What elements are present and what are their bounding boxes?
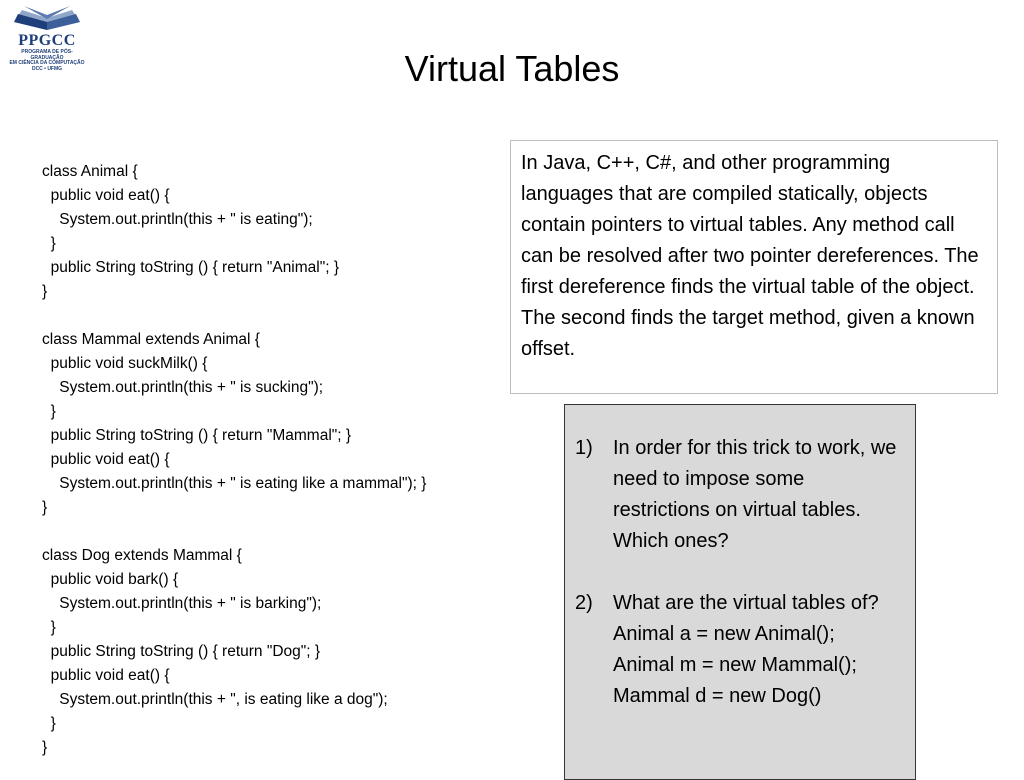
code-line: } bbox=[42, 499, 48, 516]
code-line: class Animal { bbox=[42, 163, 138, 180]
code-line bbox=[42, 520, 502, 544]
slide-title: Virtual Tables bbox=[404, 48, 620, 89]
code-line: public void suckMilk() { bbox=[42, 355, 208, 372]
question-line: Animal m = new Mammal(); bbox=[613, 654, 857, 676]
code-line: public void eat() { bbox=[42, 667, 170, 684]
code-line: } bbox=[42, 283, 48, 300]
questions-box bbox=[564, 404, 916, 780]
question-line: What are the virtual tables of? bbox=[613, 592, 879, 614]
code-line: class Dog extends Mammal { bbox=[42, 547, 242, 564]
code-line: System.out.println(this + " is sucking"); bbox=[42, 379, 324, 396]
code-line: System.out.println(this + " is barking"); bbox=[42, 595, 322, 612]
code-line: System.out.println(this + " is eating"); bbox=[42, 211, 313, 228]
code-line: } bbox=[42, 739, 48, 756]
question-number: 1) bbox=[575, 437, 593, 459]
explanation-note: In Java, C++, C#, and other programming languages that are compiled statically, objects contain pointers to virtual tables. Any method call can be resolved after two pointer dereferences. The first dereference finds the virtual table of the object. The second finds the target method, given a known offset. bbox=[510, 140, 998, 394]
code-line: } bbox=[42, 715, 56, 732]
logo-subtitle: PROGRAMA DE PÓS-GRADUAÇÃO EM CIÊNCIA DA COMPUTAÇÃO DCC • UFMG bbox=[9, 49, 85, 72]
code-line: public void eat() { bbox=[42, 451, 170, 468]
code-line: public void eat() { bbox=[42, 187, 170, 204]
question-item bbox=[575, 588, 897, 712]
code-line: System.out.println(this + ", is eating like a dog"); bbox=[42, 691, 388, 708]
question-line: Animal a = new Animal(); bbox=[613, 623, 835, 645]
logo-title: PPGCC bbox=[18, 32, 76, 49]
code-line: public String toString () { return "Mammal"; } bbox=[42, 427, 352, 444]
book-wing-icon bbox=[12, 4, 82, 34]
code-line: } bbox=[42, 403, 56, 420]
question-line: In order for this trick to work, we need to impose some restrictions on virtual tables. Which ones? bbox=[613, 437, 897, 552]
question-text bbox=[613, 588, 897, 712]
code-line: public void bark() { bbox=[42, 571, 179, 588]
question-text bbox=[613, 433, 897, 557]
question-line: Mammal d = new Dog() bbox=[613, 685, 822, 707]
code-line: } bbox=[42, 619, 56, 636]
question-number: 2) bbox=[575, 592, 593, 614]
code-listing bbox=[42, 160, 502, 760]
code-line: System.out.println(this + " is eating like a mammal"); } bbox=[42, 475, 427, 492]
question-item bbox=[575, 433, 897, 557]
code-line: public String toString () { return "Animal"; } bbox=[42, 259, 340, 276]
code-line: } bbox=[42, 235, 56, 252]
code-line: class Mammal extends Animal { bbox=[42, 331, 260, 348]
code-line: public String toString () { return "Dog"; } bbox=[42, 643, 321, 660]
code-line bbox=[42, 304, 502, 328]
